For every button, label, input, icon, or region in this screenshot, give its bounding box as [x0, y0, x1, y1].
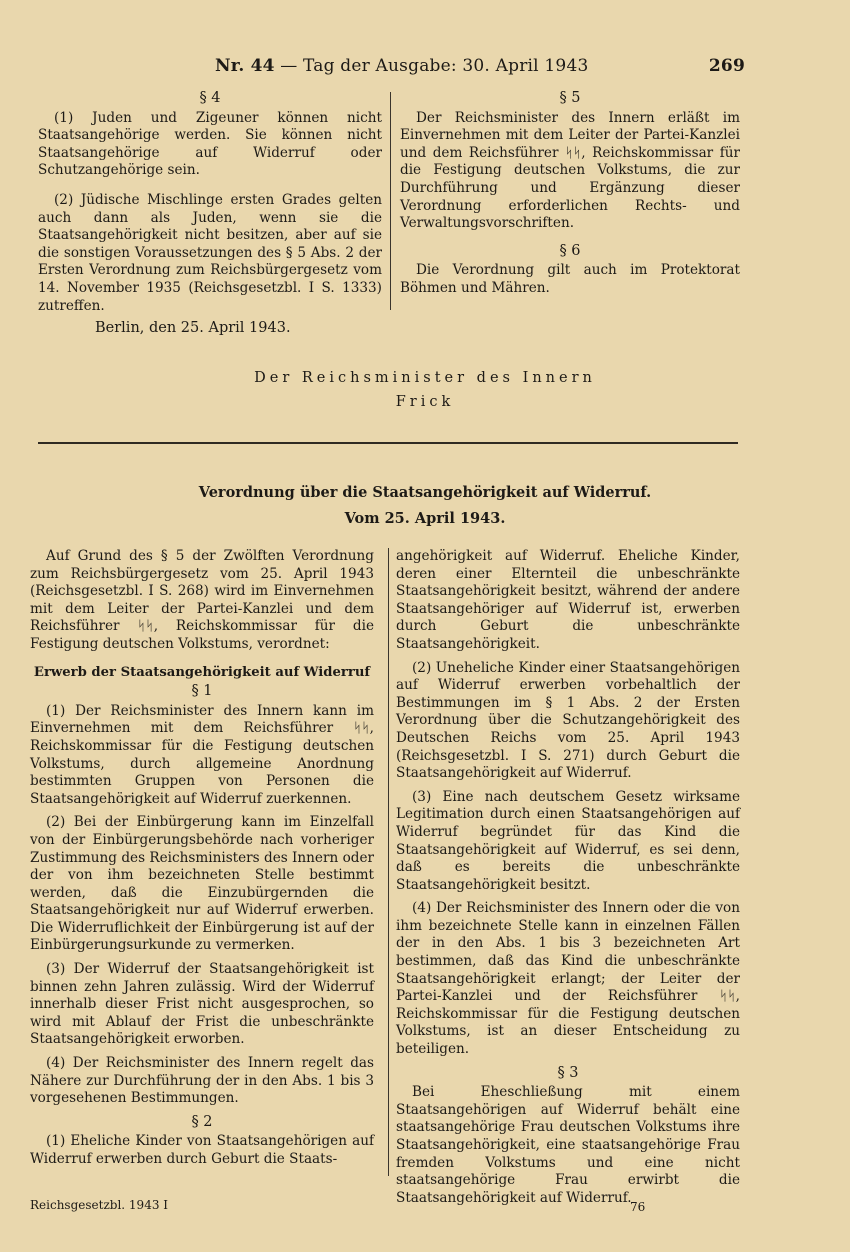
section-1-para-1: (1) Der Reichsminister des Innern kann im Einvernehmen mit dem Reichsführer ᛋᛋ, Reichskommissar für die Festigung deutschen Volkstums, durch allgemeine Anordnung bestimmten Gruppen von Personen die Staatsangehörigkeit auf Widerruf zuerkennen. [30, 702, 374, 807]
column-divider-bottom [388, 548, 389, 1176]
section-4-heading: § 4 [199, 90, 221, 106]
section-2-para-4: (4) Der Reichsminister des Innern oder die von ihm bezeichnete Stelle kann in einzelnen Fällen der in den Abs. 1 bis 3 bezeichneten Art bestimmen, daß das Kind die unbeschränkte Staatsangehörigkeit erlangt; der Leiter der Partei-Kanzlei und der Reichsführer ᛋᛋ, Reichskommissar für die Festigung deutschen Volkstums, ist an dieser Entscheidung zu beteiligen. [396, 900, 740, 1058]
footer-sheet-number: 76 [630, 1200, 646, 1214]
bottom-right-column [396, 548, 740, 1213]
header-line [215, 56, 588, 76]
section-2-para-1-continued: angehörigkeit auf Widerruf. Eheliche Kinder, deren einer Elternteil die unbeschränkte Staatsangehörigkeit besitzt, während der andere Staatsangehöriger auf Widerruf ist, erwerben durch Geburt die unbeschränkte Staatsangehörigkeit. [396, 548, 740, 652]
footer-publication: Reichsgesetzbl. 1943 I [30, 1198, 169, 1212]
signatory-office: Der Reichsminister des Innern [254, 370, 596, 386]
section-4-para-2: (2) Jüdische Mischlinge ersten Grades gelten auch dann als Juden, wenn sie die Staatsangehörigkeit nicht besitzen, aber auf sie die sonstigen Voraussetzungen des § 5 Abs. 2 der Ersten Verordnung zum Reichsbürgergesetz vom 14. November 1935 (Reichsgesetzbl. I S. 1333) zutreffen. [38, 191, 382, 314]
section-5-heading: § 5 [559, 90, 581, 106]
section-3-para: Bei Eheschließung mit einem Staatsangehörigen auf Widerruf behält eine staatsangehörige Frau deutschen Volkstums ihre Staatsangehörigkeit, eine staatsangehörige Frau fremden Volkstums und eine nicht staatsangehörige Frau erwirbt die Staatsangehörigkeit auf Widerruf. [396, 1084, 740, 1206]
issue-date: — Tag der Ausgabe: 30. April 1943 [274, 56, 589, 76]
section-2-para-2: (2) Uneheliche Kinder einer Staatsangehörigen auf Widerruf erwerben vorbehaltlich der Bestimmungen im § 1 Abs. 2 der Ersten Verordnung über die Schutzangehörigkeit des Deutschen Reichs vom 25. April 1943 (Reichsgesetzbl. I S. 271) durch Geburt die Staatsangehörigkeit auf Widerruf. [396, 659, 740, 782]
section-4-para-1: (1) Juden und Zigeuner können nicht Staatsangehörige werden. Sie können nicht Staatsangehörige auf Widerruf oder Schutzangehörige sein. [38, 109, 382, 179]
section-1-heading: § 1 [191, 683, 213, 700]
section-3-heading: § 3 [557, 1064, 579, 1081]
top-right-column [400, 88, 740, 304]
preamble: Auf Grund des § 5 der Zwölften Verordnung zum Reichsbürgergesetz vom 25. April 1943 (Reichsgesetzbl. I S. 268) wird im Einvernehmen mit dem Leiter der Partei-Kanzlei und dem Reichsführer ᛋᛋ, Reichskommissar für die Festigung deutschen Volkstums, verordnet: [30, 548, 374, 652]
section-2-heading: § 2 [191, 1113, 213, 1130]
chapter-subheading: Erwerb der Staatsangehörigkeit auf Widerruf [33, 664, 371, 680]
page-number: 269 [708, 56, 745, 76]
section-1-para-2: (2) Bei der Einbürgerung kann im Einzelfall von der Einbürgerungsbehörde nach vorheriger Zustimmung des Reichsministers des Innern oder der von ihm bezeichneten Stelle bestimmt werden, daß die Einzubürgernden die Staatsangehörigkeit nur auf Widerruf erwerben. Die Widerruflichkeit der Einbürgerung ist auf der Einbürgerungsurkunde zu vermerken. [30, 814, 374, 954]
place-date: Berlin, den 25. April 1943. [95, 320, 291, 336]
section-6-para: Die Verordnung gilt auch im Protektorat Böhmen und Mähren. [400, 262, 740, 296]
page-header [215, 56, 745, 80]
top-left-column [38, 88, 382, 321]
issue-number: Nr. 44 [215, 56, 275, 76]
section-2-para-3: (3) Eine nach deutschem Gesetz wirksame Legitimation durch einen Staatsangehörigen auf Widerruf begründet für das Kind die Staatsangehörigkeit auf Widerruf, es sei denn, daß es bereits die unbeschränkte Staatsangehörigkeit besitzt. [396, 788, 740, 893]
section-separator [38, 442, 738, 444]
decree-date: Vom 25. April 1943. [344, 510, 506, 527]
section-6-heading: § 6 [559, 242, 581, 259]
section-2-para-1: (1) Eheliche Kinder von Staatsangehörigen auf Widerruf erwerben durch Geburt die Staats- [30, 1133, 374, 1167]
section-1-para-3: (3) Der Widerruf der Staatsangehörigkeit ist binnen zehn Jahren zulässig. Wird der Widerruf innerhalb dieser Frist nicht ausgesprochen, so wird mit Ablauf der Frist die unbeschränkte Staatsangehörigkeit erworben. [30, 961, 374, 1048]
decree-title: Verordnung über die Staatsangehörigkeit auf Widerruf. [198, 484, 652, 501]
bottom-left-column [30, 548, 374, 1175]
signatory-name: Frick [395, 394, 455, 410]
section-1-para-4: (4) Der Reichsminister des Innern regelt das Nähere zur Durchführung der in den Abs. 1 bis 3 vorgesehenen Bestimmungen. [30, 1055, 374, 1107]
column-divider-top [390, 92, 391, 310]
section-5-para: Der Reichsminister des Innern erläßt im Einvernehmen mit dem Leiter der Partei-Kanzlei und dem Reichsführer ᛋᛋ, Reichskommissar für die Festigung deutschen Volkstums, die zur Durchführung und Ergänzung dieser Verordnung erforderlichen Rechts- und Verwaltungsvorschriften. [400, 109, 740, 232]
